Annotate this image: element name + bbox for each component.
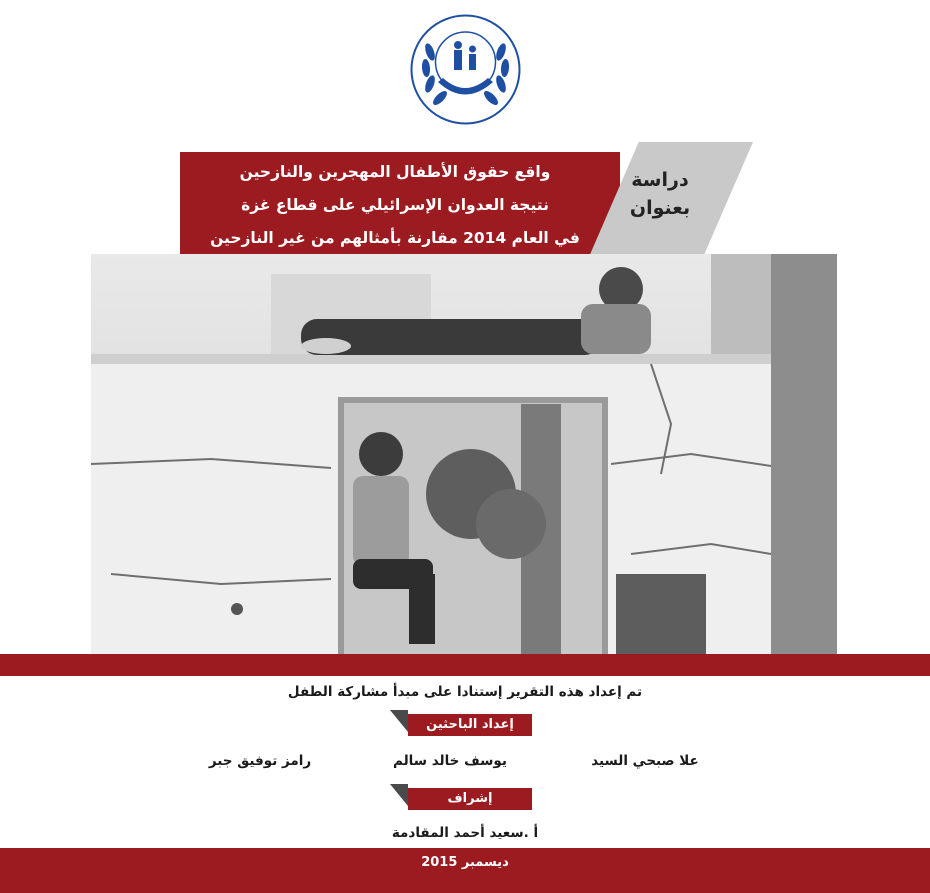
researcher-name-1: علا صبحي السيد [591,753,699,769]
study-label-line-2: بعنوان [629,197,691,219]
supervisor-name: أ .سعيد أحمد المقادمة [391,825,539,841]
title-line-3: في العام 2014 مقارنة بأمثالهم من غير النازحين [210,229,580,247]
tag-corner-icon [390,784,408,806]
researcher-name-3: رامز توفيق جبر [208,753,312,769]
organization-logo-icon [408,12,523,127]
supervision-label: إشراف [408,788,532,810]
researcher-name-2: يوسف خالد سالم [393,753,507,769]
cover-photo [91,254,837,654]
divider-bar [0,654,930,676]
prepared-by-label: إعداد الباحثين [408,714,532,736]
study-label-line-1: دراسة [631,169,689,191]
publication-date: ديسمبر 2015 [421,855,509,870]
study-label [605,166,715,236]
intro-statement: تم إعداد هذه التقرير إستنادا على مبدأ مشاركة الطفل [287,684,643,700]
title-line-1: واقع حقوق الأطفال المهجرين والنازحين [239,163,551,181]
tag-corner-icon [390,710,408,732]
title-line-2: نتيجة العدوان الإسرائيلي على قطاع غزة [241,196,549,214]
report-title [190,158,600,252]
